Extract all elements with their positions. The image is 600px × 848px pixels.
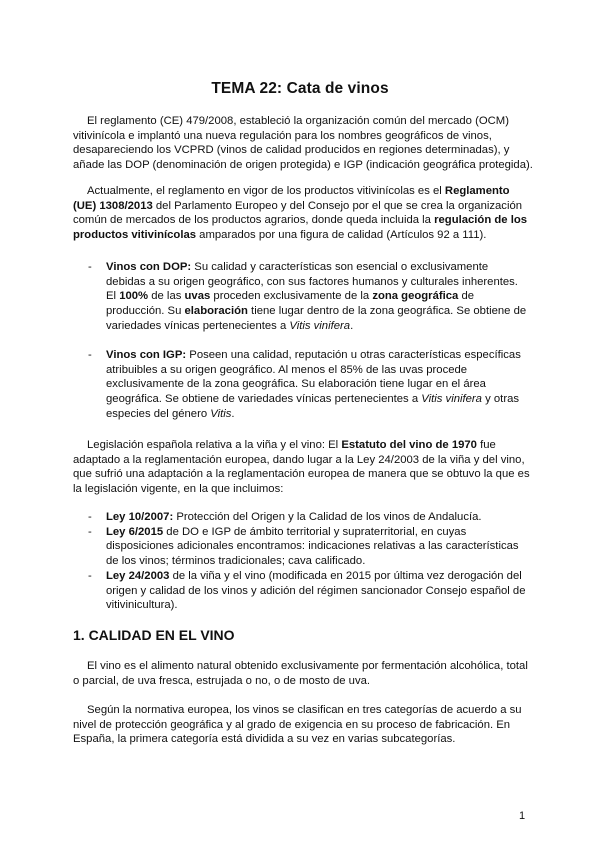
paragraph-legislacion-espanola: [73, 438, 533, 497]
text-run: de las: [148, 290, 185, 303]
bullet-dash: -: [88, 525, 92, 538]
text-run: Protección del Origen y la Calidad de los vinos de Andalucía.: [173, 511, 482, 523]
bold-run: Ley 10/2007:: [106, 511, 174, 523]
bullet-dash: -: [88, 261, 92, 273]
section-heading: 1. CALIDAD EN EL VINO: [73, 627, 235, 643]
text-run: .: [231, 407, 235, 420]
text-run: Poseen una calidad, reputación u otras características específicas atribuibles a su origen geográfico. Al menos el 85% de las uvas procede exclusivamente de la zona geográfica. Su elaboración tiene lugar en el área geográfica. Se obtiene de variedades vínicas pertenecientes a: [106, 349, 521, 406]
bullet-dash: -: [88, 569, 92, 582]
bullet-vinos-dop: [90, 260, 530, 334]
bold-run: zona geográfica: [372, 290, 459, 303]
page-title: TEMA 22: Cata de vinos: [211, 80, 389, 97]
text-run: de DO e IGP de ámbito territorial y supraterritorial, en cuyas disposiciones adicionales encontramos: indicaciones relativas a las características de los vinos; términos tradicionales; cava calificado.: [106, 525, 519, 568]
bold-run: regulación de los productos vitivinícolas: [73, 214, 528, 242]
bold-run: Ley 24/2003: [106, 569, 170, 582]
paragraph-reglamento-ue: [73, 184, 533, 243]
bold-run: Estatuto del vino de 1970: [341, 439, 477, 451]
text-run: Actualmente, el reglamento en vigor de los productos vitivinícolas es el: [87, 185, 445, 197]
list-item: [90, 510, 530, 525]
text-run: proceden exclusivamente de la: [210, 290, 373, 303]
text-run: Su calidad y características son esencial o exclusivamente debidas a su origen geográfico, con sus factores humanos y culturales inherentes. El: [106, 261, 518, 303]
paragraph-definicion-vino: El vino es el alimento natural obtenido exclusivamente por fermentación alcohólica, total o parcial, de uva fresca, estrujada o no, o de mosto de uva.: [73, 660, 528, 687]
bold-run: Reglamento (UE) 1308/2013: [73, 185, 510, 212]
bullet-dash: -: [88, 349, 92, 361]
bold-run: elaboración: [184, 305, 248, 318]
bullet-dash: -: [88, 511, 92, 523]
paragraph-reglamento-ce: [73, 114, 533, 173]
bold-run: 100%: [119, 290, 149, 303]
text-run: fue adaptado a la reglamentación europea, dando lugar a la Ley 24/2003 de la viña y del vino, que sufrió una adaptación a la reglamentación europea de manera que se obtuvo la que es la legislación vigente, en la que incluimos:: [73, 439, 530, 496]
bold-run: Ley 6/2015: [106, 525, 164, 538]
text-run: del Parlamento Europeo y del Consejo por el que se crea la organización común de mercados de los productos agrarios, donde queda incluida la: [73, 199, 523, 227]
paragraph-normativa-europea: Según la normativa europea, los vinos se clasifican en tres categorías de acuerdo a su nivel de protección geográfica y al grado de exigencia en su proceso de fabricación. En España, la primera categoría está dividida a su vez en varias subcategorías.: [73, 704, 522, 746]
text-run: amparados por una figura de calidad (Artículos 92 a 111).: [196, 229, 487, 242]
text-run: y otras especies del género: [106, 393, 520, 420]
bullet-text: [106, 348, 530, 422]
bullet-vinos-igp: [90, 348, 530, 422]
bold-run: Vinos con DOP:: [106, 261, 192, 273]
text-run: tiene lugar dentro de la zona geográfica. Se obtiene de variedades vínicas pertenecientes a: [106, 305, 527, 332]
text-run: .: [350, 319, 354, 332]
bold-run: uvas: [184, 290, 211, 303]
page-number: 1: [519, 810, 526, 822]
bullet-text: [106, 569, 530, 613]
list-item: [90, 569, 530, 613]
text-run: Legislación española relativa a la viña y el vino: El: [87, 439, 342, 451]
law-list: [90, 510, 530, 613]
text-run: de producción. Su: [106, 290, 475, 318]
list-item: [90, 525, 530, 569]
text-run: de la viña y el vino (modificada en 2015 por última vez derogación del origen y calidad de los vinos y adición del régimen sancionador Consejo español de vitivinicultura).: [106, 569, 526, 612]
italic-run: Vitis vinifera: [289, 319, 351, 332]
bullet-text: [106, 260, 530, 334]
bullet-text: [106, 510, 530, 525]
bold-run: Vinos con IGP:: [106, 349, 187, 361]
bullet-text: [106, 525, 530, 569]
paragraph-text: El reglamento (CE) 479/2008, estableció la organización común del mercado (OCM) vitivinícola e implantó una nueva regulación para los nombres geográficos de vinos, desapareciendo los VCPRD (vinos de calidad producidos en regiones determinadas), y añade las DOP (denominación de origen protegida) e IGP (indicación geográfica protegida).: [73, 115, 533, 172]
italic-run: Vitis vinifera: [421, 393, 482, 406]
italic-run: Vitis: [210, 407, 232, 420]
